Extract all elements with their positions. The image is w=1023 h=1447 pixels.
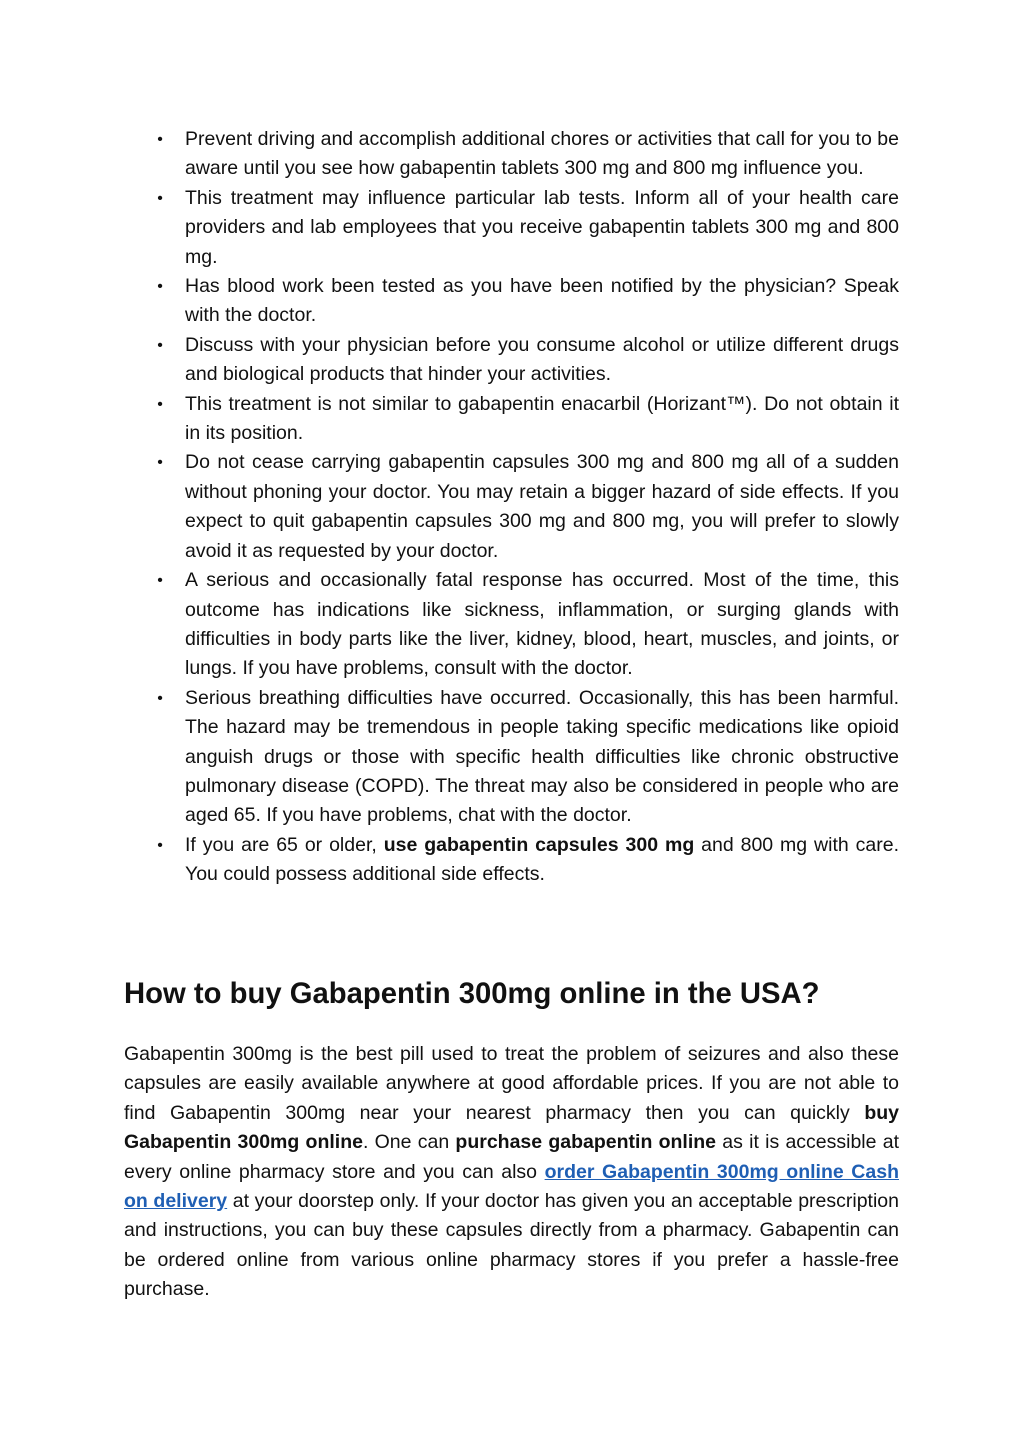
list-item (157, 331, 899, 390)
bullet-icon: • (157, 395, 163, 413)
paragraph-text: as it is accessible at every online pharmacy store and you can also (124, 1131, 899, 1183)
list-item-bold-text: use gabapentin capsules 300 mg (383, 833, 695, 856)
bullet-icon: • (157, 572, 163, 590)
list-item-text: Discuss with your physician before you consume alcohol or utilize different drugs and biological products that hinder your activities. (185, 333, 899, 386)
list-item (157, 272, 899, 331)
paragraph-text: Gabapentin 300mg is the best pill used to treat the problem of seizures and also these capsules are easily available anywhere at good affordable prices. If you are not able to find Gabapentin 300mg near your nearest pharmacy then you can quickly (124, 1043, 899, 1124)
list-item (157, 566, 899, 684)
list-item-text: Serious breathing difficulties have occurred. Occasionally, this has been harmful. The hazard may be tremendous in people taking specific medications like opioid anguish drugs or those with specific health difficulties like chronic obstructive pulmonary disease (COPD). The threat may also be considered in people who are aged 65. If you have problems, chat with the doctor. (185, 686, 899, 827)
list-item (157, 684, 899, 831)
list-item (157, 390, 899, 449)
body-paragraph (124, 1040, 899, 1305)
list-item-text: A serious and occasionally fatal response has occurred. Most of the time, this outcome has indications like sickness, inflammation, or surging glands with difficulties in body parts like the liver, kidney, blood, heart, muscles, and joints, or lungs. If you have problems, consult with the doctor. (185, 569, 899, 680)
bullet-icon: • (157, 278, 163, 296)
list-item-text: Do not cease carrying gabapentin capsules 300 mg and 800 mg all of a sudden without phoning your doctor. You may retain a bigger hazard of side effects. If you expect to quit gabapentin capsules 300 mg and 800 mg, you will prefer to slowly avoid it as requested by your doctor. (185, 451, 899, 562)
bullet-icon: • (157, 689, 163, 707)
list-item-text: Has blood work been tested as you have been notified by the physician? Speak with the doctor. (185, 275, 899, 327)
precautions-list (157, 125, 900, 890)
bullet-icon: • (157, 336, 163, 354)
paragraph-bold-text: buy Gabapentin 300mg online (124, 1101, 899, 1154)
section-heading: How to buy Gabapentin 300mg online in the USA? (124, 978, 820, 1010)
bullet-icon: • (157, 189, 163, 207)
paragraph-bold-text: purchase gabapentin online (455, 1131, 717, 1154)
list-item-text: Prevent driving and accomplish additional chores or activities that call for you to be aware until you see how gabapentin tablets 300 mg and 800 mg influence you. (185, 128, 899, 180)
bullet-icon: • (157, 454, 163, 472)
paragraph-text: at your doorstep only. If your doctor has given you an acceptable prescription and instructions, you can buy these capsules directly from a pharmacy. Gabapentin can be ordered online from various online pharmacy stores if you prefer a hassle-free purchase. (124, 1190, 899, 1301)
list-item-text: If you are 65 or older, (185, 833, 384, 856)
list-item (157, 448, 899, 566)
list-item-text: and 800 mg with care. You could possess additional side effects. (185, 833, 900, 886)
order-cod-link[interactable]: order Gabapentin 300mg online Cash on delivery (124, 1160, 899, 1213)
list-item (157, 831, 900, 890)
list-item-text: This treatment is not similar to gabapentin enacarbil (Horizant™). Do not obtain it in its position. (185, 392, 899, 445)
paragraph-text: . One can (362, 1131, 456, 1154)
list-item-text: This treatment may influence particular lab tests. Inform all of your health care providers and lab employees that you receive gabapentin tablets 300 mg and 800 mg. (185, 186, 899, 268)
bullet-icon: • (157, 836, 163, 854)
bullet-icon: • (157, 131, 163, 148)
list-item (157, 125, 899, 184)
list-item (157, 184, 899, 272)
